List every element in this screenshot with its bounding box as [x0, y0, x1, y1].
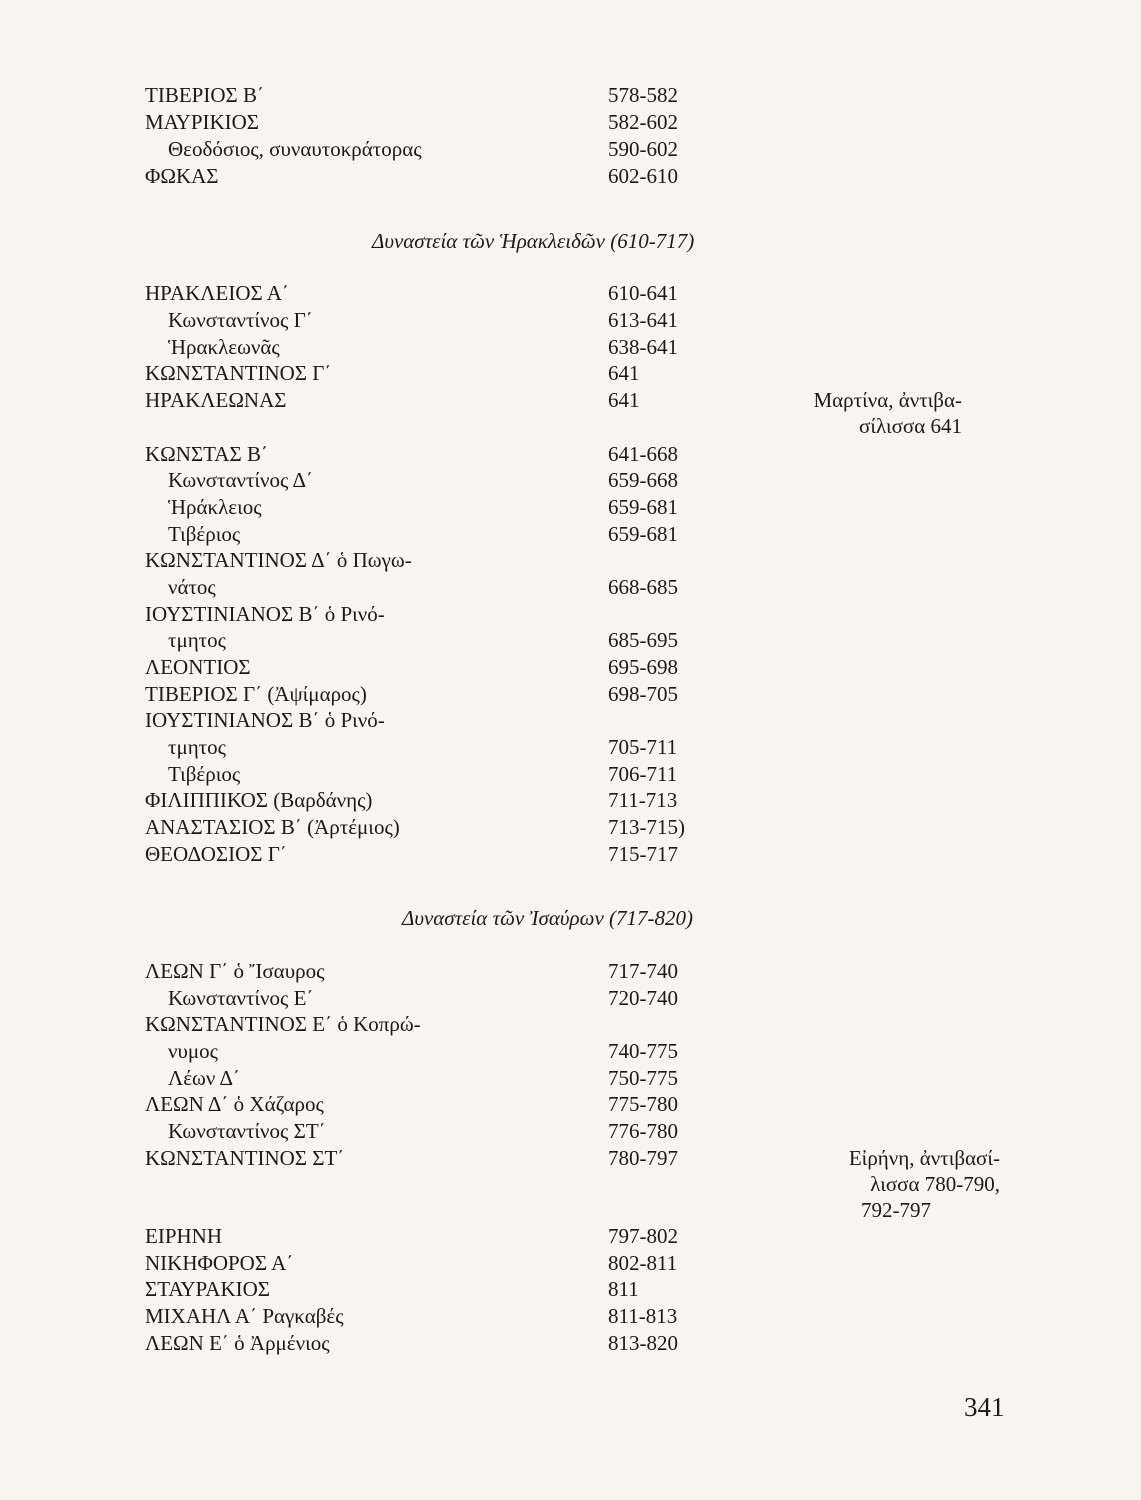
entry-date: 695-698 — [608, 655, 678, 679]
entry-name: τμητος — [168, 628, 226, 652]
margin-note-line: σίλισσα 641 — [859, 414, 962, 438]
entry-name: ΤΙΒΕΡΙΟΣ Β΄ — [145, 83, 264, 107]
entry-name: Λέων Δ΄ — [168, 1066, 240, 1090]
entry-date: 685-695 — [608, 628, 678, 652]
entry-date: 659-681 — [608, 522, 678, 546]
entry-date: 698-705 — [608, 682, 678, 706]
entry-name: ΛΕΩΝ Γ΄ ὁ Ἴσαυρος — [145, 959, 325, 983]
entry-date: 813-820 — [608, 1331, 678, 1355]
entry-date: 582-602 — [608, 110, 678, 134]
entry-date: 602-610 — [608, 164, 678, 188]
entry-date: 715-717 — [608, 842, 678, 866]
entry-date: 775-780 — [608, 1092, 678, 1116]
entry-name: ΦΩΚΑΣ — [145, 164, 219, 188]
entry-name: ΚΩΝΣΤΑΝΤΙΝΟΣ Ε΄ ὁ Κοπρώ- — [145, 1012, 421, 1036]
entry-name: ΣΤΑΥΡΑΚΙΟΣ — [145, 1277, 270, 1301]
entry-name: νάτος — [168, 575, 216, 599]
entry-name: Θεοδόσιος, συναυτοκράτορας — [168, 137, 422, 161]
entry-name: Τιβέριος — [168, 522, 241, 546]
dynasty-heading-isaurian: Δυναστεία τῶν Ἰσαύρων (717-820) — [402, 906, 693, 930]
entry-date: 717-740 — [608, 959, 678, 983]
entry-name: ΛΕΟΝΤΙΟΣ — [145, 655, 251, 679]
entry-name: ΕΙΡΗΝΗ — [145, 1224, 222, 1248]
entry-date: 780-797 — [608, 1146, 678, 1170]
entry-date: 659-681 — [608, 495, 678, 519]
entry-date: 641 — [608, 361, 640, 385]
entry-date: 750-775 — [608, 1066, 678, 1090]
entry-name: Ἡράκλειος — [168, 495, 262, 519]
dynasty-heading-heraclid: Δυναστεία τῶν Ἡρακλειδῶν (610-717) — [372, 229, 695, 253]
entry-date: 705-711 — [608, 735, 678, 759]
entry-name: ΘΕΟΔΟΣΙΟΣ Γ΄ — [145, 842, 287, 866]
entry-date: 638-641 — [608, 335, 678, 359]
entry-name: ΛΕΩΝ Δ΄ ὁ Χάζαρος — [145, 1092, 324, 1116]
entry-date: 740-775 — [608, 1039, 678, 1063]
entry-name: ΝΙΚΗΦΟΡΟΣ Α΄ — [145, 1251, 294, 1275]
entry-name: ΚΩΝΣΤΑΝΤΙΝΟΣ Δ΄ ὁ Πωγω- — [145, 548, 412, 572]
entry-name: ΛΕΩΝ Ε΄ ὁ Ἀρμένιος — [145, 1331, 330, 1355]
entry-name: Κωνσταντίνος Ε΄ — [168, 986, 314, 1010]
entry-date: 713-715) — [608, 815, 685, 839]
entry-name: ΙΟΥΣΤΙΝΙΑΝΟΣ Β΄ ὁ Ρινό- — [145, 602, 385, 626]
entry-date: 802-811 — [608, 1251, 678, 1275]
entry-date: 668-685 — [608, 575, 678, 599]
entry-date: 659-668 — [608, 468, 678, 492]
entry-date: 641 — [608, 388, 640, 412]
entry-name: ΤΙΒΕΡΙΟΣ Γ΄ (Ἀψίμαρος) — [145, 682, 367, 706]
entry-name: ΑΝΑΣΤΑΣΙΟΣ Β΄ (Ἀρτέμιος) — [145, 815, 400, 839]
entry-date: 610-641 — [608, 281, 678, 305]
entry-date: 811 — [608, 1277, 639, 1301]
entry-name: ΗΡΑΚΛΕΙΟΣ Α΄ — [145, 281, 289, 305]
entry-name: ΚΩΝΣΤΑΝΤΙΝΟΣ ΣΤ΄ — [145, 1146, 345, 1170]
entry-date: 711-713 — [608, 788, 678, 812]
entry-date: 797-802 — [608, 1224, 678, 1248]
margin-note-line: Μαρτίνα, ἀντιβα- — [813, 388, 962, 412]
margin-note-line: Εἰρήνη, ἀντιβασί- — [848, 1146, 1000, 1170]
margin-note-line: λισσα 780-790, — [870, 1172, 1000, 1196]
entry-name: νυμος — [168, 1039, 218, 1063]
entry-name: ΗΡΑΚΛΕΩΝΑΣ — [145, 388, 287, 412]
entry-name: ΜΑΥΡΙΚΙΟΣ — [145, 110, 260, 134]
entry-name: ΜΙΧΑΗΛ Α΄ Ραγκαβές — [145, 1304, 344, 1328]
entry-date: 811-813 — [608, 1304, 678, 1328]
entry-date: 706-711 — [608, 762, 678, 786]
page-number: 341 — [964, 1392, 1005, 1422]
entry-name: ΦΙΛΙΠΠΙΚΟΣ (Βαρδάνης) — [145, 788, 373, 812]
entry-date: 590-602 — [608, 137, 678, 161]
entry-name: ΚΩΝΣΤΑΝΤΙΝΟΣ Γ΄ — [145, 361, 332, 385]
entry-name: τμητος — [168, 735, 226, 759]
entry-date: 578-582 — [608, 83, 678, 107]
entry-date: 720-740 — [608, 986, 678, 1010]
entry-name: ΙΟΥΣΤΙΝΙΑΝΟΣ Β΄ ὁ Ρινό- — [145, 708, 385, 732]
entry-name: Κωνσταντίνος Δ΄ — [168, 468, 313, 492]
entry-name: Κωνσταντίνος ΣΤ΄ — [168, 1119, 326, 1143]
entry-name: ΚΩΝΣΤΑΣ Β΄ — [145, 442, 268, 466]
margin-note-line: 792-797 — [861, 1198, 931, 1222]
entry-date: 613-641 — [608, 308, 678, 332]
entry-name: Τιβέριος — [168, 762, 241, 786]
entry-name: Κωνσταντίνος Γ΄ — [168, 308, 313, 332]
entry-date: 776-780 — [608, 1119, 678, 1143]
entry-date: 641-668 — [608, 442, 678, 466]
entry-name: Ἡρακλεωνᾶς — [168, 335, 280, 359]
